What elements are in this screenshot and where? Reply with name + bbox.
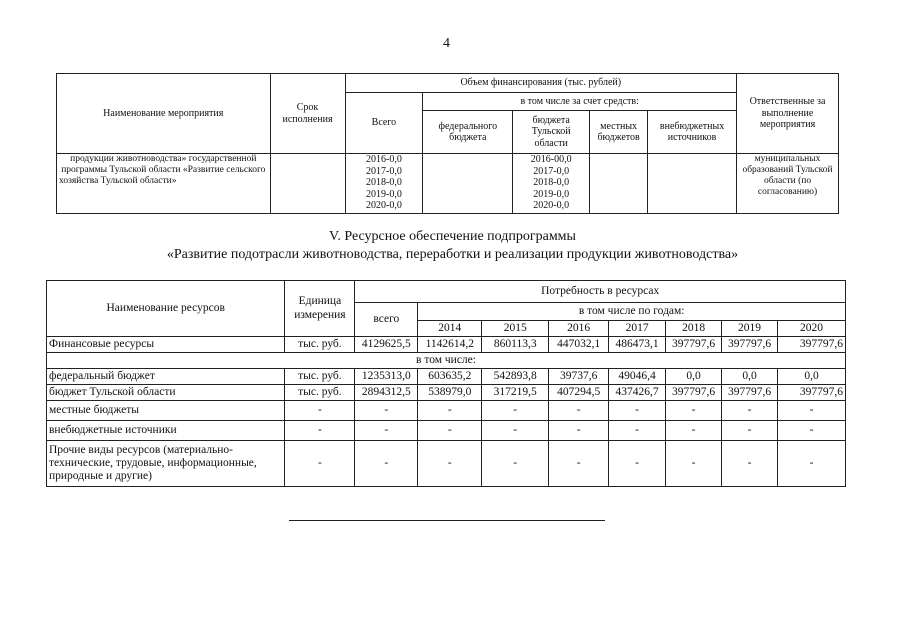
table-row-including: в том числе: bbox=[47, 353, 846, 369]
header-activity-name: Наименование мероприятия bbox=[57, 74, 271, 154]
total-cell: 2016-0,0 2017-0,0 2018-0,0 2019-0,0 2020-0,0 bbox=[345, 154, 423, 214]
table-row: федеральный бюджет тыс. руб. 1235313,0 603635,2 542893,8 39737,6 49046,4 0,0 0,0 0,0 bbox=[47, 369, 846, 385]
year-header: 2014 bbox=[418, 321, 482, 337]
responsible-cell: муниципальных образований Тульской области (по согласованию) bbox=[737, 154, 839, 214]
term-cell bbox=[270, 154, 345, 214]
extrabudget-cell bbox=[648, 154, 737, 214]
header-need: Потребность в ресурсах bbox=[355, 281, 846, 303]
activities-table bbox=[56, 73, 839, 214]
header-unit: Единица измерения bbox=[285, 281, 355, 337]
table-row: местные бюджеты - - - - - - - - - bbox=[47, 401, 846, 421]
header-regional: бюджета Тульской области bbox=[513, 111, 590, 154]
header-responsible: Ответственные за выполнение мероприятия bbox=[737, 74, 839, 154]
activity-name-cell: продукции животноводства» государственной программы Тульской области «Развитие сельского хозяйства Тульской области» bbox=[57, 154, 271, 214]
header-resource-name: Наименование ресурсов bbox=[47, 281, 285, 337]
header-including: в том числе за счет средств: bbox=[423, 93, 737, 111]
section-subtitle: «Развитие подотрасли животноводства, переработки и реализации продукции животноводства» bbox=[166, 247, 739, 262]
year-header: 2020 bbox=[778, 321, 846, 337]
year-header: 2018 bbox=[666, 321, 722, 337]
header-federal: федерального бюджета bbox=[423, 111, 513, 154]
year-header: 2017 bbox=[609, 321, 666, 337]
year-header: 2015 bbox=[482, 321, 549, 337]
table-row: Прочие виды ресурсов (материально-технические, трудовые, информационные, природные и другие) - - - - - - - - - bbox=[47, 441, 846, 487]
regional-cell: 2016-00,0 2017-0,0 2018-0,0 2019-0,0 2020-0,0 bbox=[513, 154, 590, 214]
federal-cell bbox=[423, 154, 513, 214]
table-row: внебюджетные источники - - - - - - - - - bbox=[47, 421, 846, 441]
year-header: 2019 bbox=[722, 321, 778, 337]
header-term: Срок исполнения bbox=[270, 74, 345, 154]
signature-line bbox=[289, 520, 605, 521]
header-funding: Объем финансирования (тыс. рублей) bbox=[345, 74, 737, 93]
header-by-year: в том числе по годам: bbox=[418, 303, 846, 321]
resources-table bbox=[46, 280, 846, 487]
table-row: Финансовые ресурсы тыс. руб. 4129625,5 1142614,2 860113,3 447032,1 486473,1 397797,6 397797,6 397797,6 bbox=[47, 337, 846, 353]
local-cell bbox=[590, 154, 648, 214]
header-extrabudget: внебюджетных источников bbox=[648, 111, 737, 154]
page-number: 4 bbox=[443, 36, 450, 51]
header-local: местных бюджетов bbox=[590, 111, 648, 154]
header-total: Всего bbox=[345, 93, 423, 154]
table-row: бюджет Тульской области тыс. руб. 2894312,5 538979,0 317219,5 407294,5 437426,7 397797,6 397797,6 397797,6 bbox=[47, 385, 846, 401]
header-total: всего bbox=[355, 303, 418, 337]
year-header: 2016 bbox=[549, 321, 609, 337]
section-title: V. Ресурсное обеспечение подпрограммы bbox=[329, 229, 576, 244]
